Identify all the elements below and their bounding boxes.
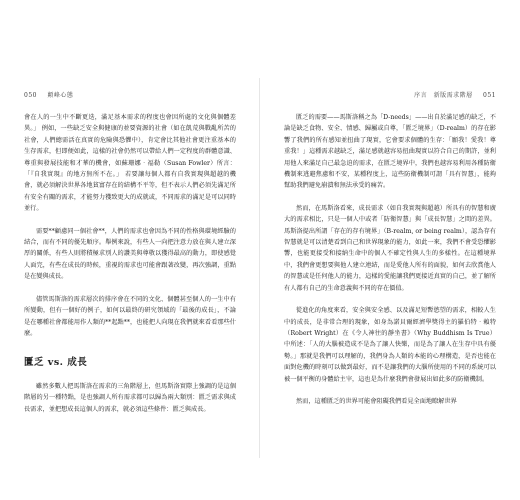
paragraph: 需要**顧慮同一個社會**，人們的需求也會因為不同的性格與環境經驗的結合，而有不同的優先順序。舉例來說，有些人一向把注意力放在與人建立深厚的關係，有些人則將積極求別人的讚美與尊敬以獲得最高的動力，即使感覺人面完，有些在成長的時候，重視的需求也可能會跟著改變，再次強調，重點是在變與成長。 bbox=[24, 227, 236, 281]
paragraph: 匱乏的需要——馬斯洛稱之為「D-needs」——出自於滿足感的缺乏，不論是缺乏食物、安全、情感、歸屬或自尊，「匱乏境界」（D-realm）的存在影響了我們的所有感知並扭曲了現實，它會要求個體的生存：「願我！愛我！尊重我！」這種需求越缺乏，滿足感就越容易扭曲現實以符合自己的期許，並利用他人來滿足自己最急迫的需求，在匱乏境界中，我們也越容易利用各種防衛機制來逃避焦慮和不安，某種程度上，這些防衛機制可謂「具有智慧」，能夠幫助我們避免崩潰和無法承受的痛苦。 bbox=[284, 114, 496, 190]
running-head-right: 序言 新版需求階層 bbox=[414, 92, 473, 99]
paragraph: 儘管馬斯洛的需求層次的排序會在不同的文化、個體甚至個人的一生中有所變動，但有一個好的例子，如何以最終的研究領域的「最後的成長」，不論是在哪種社會都能用作人類的**起點**，也能把人向現在我們就來看看那些什麼。 bbox=[24, 295, 236, 337]
page-number-right: 051 bbox=[483, 92, 496, 99]
left-page-header bbox=[24, 90, 81, 99]
right-page-header bbox=[406, 90, 496, 99]
right-page bbox=[260, 0, 520, 500]
paragraph: 雖然多數人把馬斯洛在需求的三角階層上，但馬斯洛實際上強調的是這個階層的另一種特點，是也強調人所有需求都可以歸為兩大類別：匱乏需求與成長需求，並把想成長這個人的需求，就必須這些條件：匱乏與成長。 bbox=[24, 382, 236, 413]
page-number-left: 050 bbox=[24, 92, 37, 99]
section-title: 匱乏 vs. 成長 bbox=[24, 357, 88, 369]
paragraph: 然而，在馬斯洛看來，成長需求（如自我實現與超越）所具有的智慧和廣大的需求相比，只是一個人中或者「防衛智慧」與「成長智慧」之間的差異。馬斯洛提出所謂「存在的存有境界」（B-realm, or being realm），認為存有智慧就是可以清楚看到自己和世界現象的能力，如此一來，我們不會受恐懼影響，也能更接受和接納生命中的個人不確定性與人生的多樣性。在這種境界中，我們會更想要與他人建立連結，而是愛他人所有的面貌，如何去欣賞他人的智慧或是任何他人的能力，這樣的愛能讓我們更接近真實的自己，並了解所有人都有自己的生命意義與不同的存在價值。 bbox=[284, 204, 496, 292]
paragraph: 從進化的角度來看，安全與安全感、以及滿足短暫慾望的需求，相較人生中的成長，是非常合理的現象，如身為諾貝爾經濟學獎得主的羅伯特‧賴特（Robert Wright）在《令人神往的靜坐書》（Why Buddhism Is True）中所述：「人的大腦被造成不是為了讓人快樂，而是為了讓人在生存中具有優勢。」那就是我們可以理解的，我們身為人類的本能的心理構造，是否也能在面對危機的時刻可以做到最好，而不是讓我們的大腦所使用的不同的系統可以被一個平衡的身體給主宰，這也是為什麼我們會發展出如此多的防衛機制。 bbox=[284, 307, 496, 383]
paragraph: 會在人的一生中不斷更迭，滿足基本需求的程度也會因所處的文化與個體差異。」 例如，一些缺乏安全與健康的並要資源的社會（如在飢荒與戰亂所苦的社會，人們總需活在真實的危險與恐懼中），肯定會比其他社會更注重基本的生存需求，但即便如此，這樣的社會仍然可以帶給人們一定程度的群體意識、尊重與發展技能和才華的機會，如蘇珊娜‧福勒（Susan Fowler）所言：「『自我實現』的地方無所不在。」 若要讓每個人都有自我實現與超越的機會，就必須解決世界各地貧富存在的結構不平等，但不表示人們必須先滿足所有安全有關的需求，才能努力獲致更大的成就或，不同需求的滿足是可以同時並行。 bbox=[24, 114, 236, 213]
right-page-body bbox=[284, 112, 496, 407]
paragraph: 然而，這種匱乏的世界可能會阻礙我們看見全面地瞭解世界 bbox=[296, 397, 457, 405]
running-head-left: 顛峰心態 bbox=[47, 92, 74, 99]
left-page-body bbox=[24, 112, 236, 415]
